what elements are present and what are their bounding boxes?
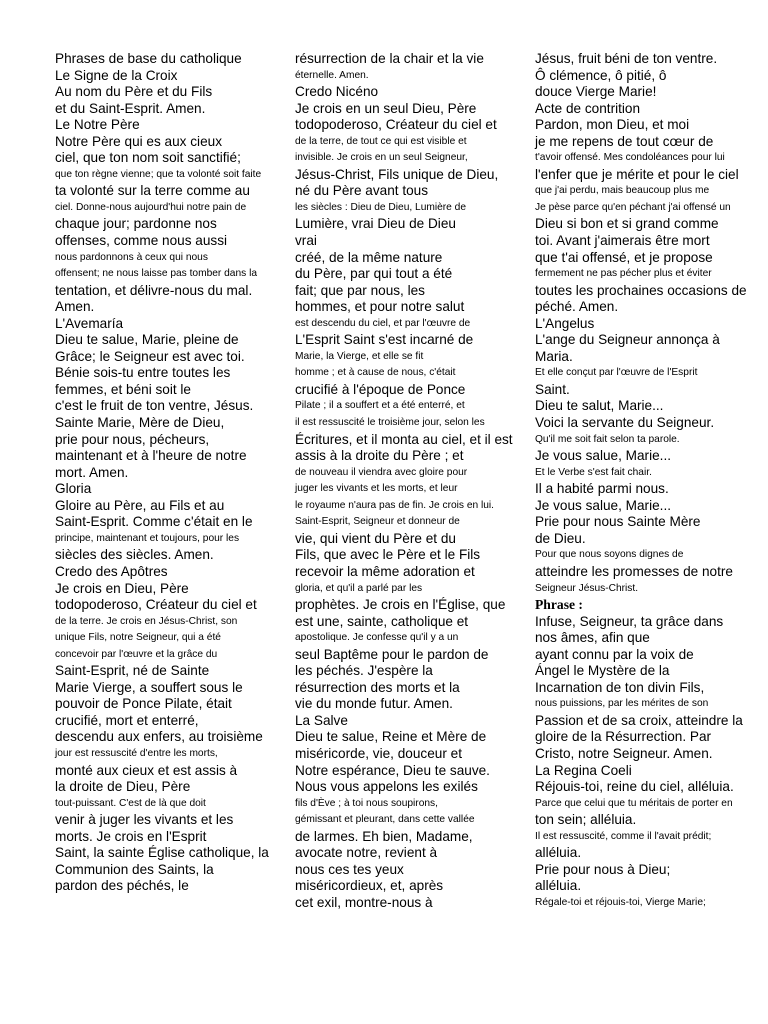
text-line: Jésus-Christ, Fils unique de Dieu,: [295, 166, 499, 182]
text-line: les siècles : Dieu de Dieu, Lumière de: [295, 201, 467, 213]
text-line: nos âmes, afin que: [535, 630, 650, 646]
text-line: Saint, la sainte Église catholique, la: [55, 845, 269, 861]
text-line: cet exil, montre-nous à: [295, 894, 433, 910]
text-line: péché. Amen.: [535, 299, 619, 315]
text-line: pardon des péchés, le: [55, 878, 189, 894]
text-line: il est ressuscité le troisième jour, selon les: [295, 417, 485, 429]
text-line: de Dieu.: [535, 530, 586, 546]
text-line: ton sein; alléluia.: [535, 812, 637, 828]
text-line: maintenant et à l'heure de notre: [55, 448, 247, 464]
text-line: juger les vivants et les morts, et leur: [295, 483, 458, 495]
text-line: c'est le fruit de ton ventre, Jésus.: [55, 398, 254, 414]
text-line: Prie pour nous à Dieu;: [535, 861, 671, 877]
text-line: Dieu si bon et si grand comme: [535, 216, 719, 232]
text-line: offenses, comme nous aussi: [55, 233, 228, 249]
text-line: Gloire au Père, au Fils et au: [55, 497, 225, 513]
text-line: Seigneur Jésus-Christ.: [535, 582, 639, 594]
text-line: nous ces tes yeux: [295, 861, 404, 877]
text-line: Amen.: [55, 299, 95, 315]
text-line: Fils, que avec le Père et le Fils: [295, 547, 481, 563]
text-line: L'Esprit Saint s'est incarné de: [295, 332, 474, 348]
text-line: prophètes. Je crois en l'Église, que: [295, 597, 506, 613]
text-line: principe, maintenant et toujours, pour les: [55, 532, 240, 544]
text-line: Réjouis-toi, reine du ciel, alléluia.: [535, 779, 734, 795]
text-line: ta volonté sur la terre comme au: [55, 183, 250, 199]
text-line: tentation, et délivre-nous du mal.: [55, 282, 253, 298]
text-line: L'ange du Seigneur annonça à: [535, 332, 720, 348]
text-line: Voici la servante du Seigneur.: [535, 415, 715, 431]
text-line: Au nom du Père et du Fils: [55, 84, 213, 100]
text-line: Ô clémence, ô pitié, ô: [535, 67, 667, 83]
text-line: né du Père avant tous: [295, 183, 429, 199]
text-line: L'Avemaría: [55, 315, 124, 331]
text-line: Acte de contrition: [535, 100, 641, 116]
text-line: Saint.: [535, 381, 570, 397]
text-line: toutes les prochaines occasions de: [535, 282, 747, 298]
text-line: todopoderoso, Créateur du ciel et: [295, 117, 497, 133]
text-line: chaque jour; pardonne nos: [55, 216, 217, 232]
text-line: t'avoir offensé. Mes condoléances pour lui: [535, 152, 725, 164]
text-line: hommes, et pour notre salut: [295, 299, 465, 315]
text-line: résurrection de la chair et la vie: [295, 51, 484, 66]
text-line: Qu'il me soit fait selon ta parole.: [535, 433, 680, 445]
text-line: ayant connu par la voix de: [535, 646, 694, 662]
text-line: Incarnation de ton divin Fils,: [535, 679, 705, 695]
text-line: Dieu te salue, Marie, pleine de: [55, 332, 239, 348]
text-line: L'Angelus: [535, 315, 595, 331]
text-line: Dieu te salut, Marie...: [535, 398, 664, 414]
text-line: est une, sainte, catholique et: [295, 613, 469, 629]
text-column-3: [535, 51, 760, 911]
text-line: Régale-toi et réjouis-toi, Vierge Marie;: [535, 896, 706, 908]
text-line: douce Vierge Marie!: [535, 84, 657, 100]
text-line: de la terre, de tout ce qui est visible et: [295, 135, 467, 147]
text-line: ciel. Donne-nous aujourd'hui notre pain de: [55, 201, 247, 213]
text-line: du Père, par qui tout a été: [295, 266, 453, 282]
text-line: est descendu du ciel, et par l'œuvre de: [295, 317, 471, 329]
text-line: Et le Verbe s'est fait chair.: [535, 466, 652, 478]
text-line: jour est ressuscité d'entre les morts,: [55, 747, 218, 759]
text-line: Nous vous appelons les exilés: [295, 779, 478, 795]
text-line: vie du monde futur. Amen.: [295, 696, 453, 712]
text-line: todopoderoso, Créateur du ciel et: [55, 597, 257, 613]
text-line: atteindre les promesses de notre: [535, 563, 733, 579]
text-line: unique Fils, notre Seigneur, qui a été: [55, 632, 221, 644]
text-line: homme ; et à cause de nous, c'était: [295, 367, 456, 379]
text-line: miséricorde, vie, douceur et: [295, 745, 462, 761]
text-line: Je crois en Dieu, Père: [55, 580, 189, 596]
text-line: femmes, et béni soit le: [55, 381, 191, 397]
text-line: vrai: [295, 233, 317, 249]
text-line: Il a habité parmi nous.: [535, 481, 669, 497]
text-line: mort. Amen.: [55, 464, 129, 480]
text-line: recevoir la même adoration et: [295, 563, 475, 579]
text-line: résurrection des morts et la: [295, 679, 460, 695]
text-line: Credo Nicéno: [295, 84, 379, 100]
text-line: ciel, que ton nom soit sanctifié;: [55, 150, 241, 166]
text-line: Pilate ; il a souffert et a été enterré, et: [295, 400, 465, 412]
text-line: Notre Père qui es aux cieux: [55, 133, 222, 149]
text-line: l'enfer que je mérite et pour le ciel: [535, 166, 739, 182]
text-line: Saint-Esprit, né de Sainte: [55, 663, 210, 679]
text-line: Communion des Saints, la: [55, 861, 214, 877]
text-line: Il est ressuscité, comme il l'avait prédit;: [535, 830, 712, 842]
text-line: que j'ai perdu, mais beaucoup plus me: [535, 185, 710, 197]
text-line: Marie, la Vierge, et elle se fit: [295, 350, 424, 362]
text-line: crucifié à l'époque de Ponce: [295, 381, 466, 397]
text-line: nous pardonnons à ceux qui nous: [55, 251, 208, 263]
text-line: concevoir par l'œuvre et la grâce du: [55, 648, 218, 660]
text-line: venir à juger les vivants et les: [55, 812, 234, 828]
text-line: Maria.: [535, 348, 573, 364]
text-line: descendu aux enfers, au troisième: [55, 729, 263, 745]
text-line: Sainte Marie, Mère de Dieu,: [55, 415, 225, 431]
text-line: Pardon, mon Dieu, et moi: [535, 117, 690, 133]
text-line: je me repens de tout cœur de: [535, 133, 714, 149]
text-line: assis à la droite du Père ; et: [295, 448, 464, 464]
text-line: Infuse, Seigneur, ta grâce dans: [535, 613, 724, 629]
text-line: Lumière, vrai Dieu de Dieu: [295, 216, 456, 232]
text-line: La Regina Coeli: [535, 762, 632, 778]
text-line: alléluia.: [535, 845, 582, 861]
text-line: Pour que nous soyons dignes de: [535, 549, 684, 561]
text-line: invisible. Je crois en un seul Seigneur,: [295, 152, 468, 164]
text-line: tout-puissant. C'est de là que doit: [55, 797, 206, 809]
text-line: crucifié, mort et enterré,: [55, 712, 199, 728]
text-line: de larmes. Eh bien, Madame,: [295, 828, 473, 844]
text-line: nous puissions, par les mérites de son: [535, 698, 709, 710]
text-line: Marie Vierge, a souffert sous le: [55, 679, 243, 695]
text-line: Jésus, fruit béni de ton ventre.: [535, 51, 718, 66]
text-line: morts. Je crois en l'Esprit: [55, 828, 207, 844]
text-line: Je pèse parce qu'en péchant j'ai offensé un: [535, 201, 731, 213]
text-line: miséricordieux, et, après: [295, 878, 444, 894]
text-line: que ton règne vienne; que ta volonté soit faite: [55, 168, 262, 180]
text-line: les péchés. J'espère la: [295, 663, 433, 679]
text-line: monté aux cieux et est assis à: [55, 762, 238, 778]
text-line: Credo des Apôtres: [55, 563, 168, 579]
text-line: prie pour nous, pécheurs,: [55, 431, 210, 447]
text-line: de nouveau il viendra avec gloire pour: [295, 466, 468, 478]
text-line: Bénie sois-tu entre toutes les: [55, 365, 231, 381]
text-line: Gloria: [55, 481, 92, 497]
text-line: gloria, et qu'il a parlé par les: [295, 582, 423, 594]
text-column-1: [55, 51, 291, 895]
text-line: La Salve: [295, 712, 348, 728]
text-line: apostolique. Je confesse qu'il y a un: [295, 632, 459, 644]
text-line: de la terre. Je crois en Jésus-Christ, son: [55, 615, 238, 627]
text-line: Saint-Esprit. Comme c'était en le: [55, 514, 253, 530]
text-line: Le Notre Père: [55, 117, 140, 133]
section-heading: Phrase :: [535, 597, 583, 613]
text-line: la droite de Dieu, Père: [55, 779, 191, 795]
text-line: Je vous salue, Marie...: [535, 448, 671, 464]
text-column-2: [295, 51, 533, 911]
text-line: éternelle. Amen.: [295, 69, 369, 81]
text-line: Parce que celui que tu méritais de porter en: [535, 797, 733, 809]
text-line: Cristo, notre Seigneur. Amen.: [535, 745, 713, 761]
text-line: Passion et de sa croix, atteindre la: [535, 712, 743, 728]
text-line: créé, de la même nature: [295, 249, 443, 265]
text-line: Prie pour nous Sainte Mère: [535, 514, 701, 530]
text-line: fermement ne pas pécher plus et éviter: [535, 268, 712, 280]
text-line: Je crois en un seul Dieu, Père: [295, 100, 477, 116]
text-line: vie, qui vient du Père et du: [295, 530, 456, 546]
text-line: le royaume n'aura pas de fin. Je crois en lui.: [295, 499, 495, 511]
text-line: Notre espérance, Dieu te sauve.: [295, 762, 490, 778]
text-line: Dieu te salue, Reine et Mère de: [295, 729, 487, 745]
text-line: alléluia.: [535, 878, 582, 894]
text-line: seul Baptême pour le pardon de: [295, 646, 489, 662]
text-line: Saint-Esprit, Seigneur et donneur de: [295, 516, 460, 528]
text-line: Ángel le Mystère de la: [535, 663, 670, 679]
text-line: fils d'Ève ; à toi nous soupirons,: [295, 797, 438, 809]
text-line: pouvoir de Ponce Pilate, était: [55, 696, 232, 712]
text-line: Écritures, et il monta au ciel, et il est: [295, 431, 513, 447]
text-line: siècles des siècles. Amen.: [55, 547, 214, 563]
text-line: gloire de la Résurrection. Par: [535, 729, 712, 745]
text-line: fait; que par nous, les: [295, 282, 425, 298]
text-line: offensent; ne nous laisse pas tomber dans la: [55, 268, 257, 280]
text-line: avocate notre, revient à: [295, 845, 438, 861]
text-line: et du Saint-Esprit. Amen.: [55, 100, 206, 116]
text-line: toi. Avant j'aimerais être mort: [535, 233, 710, 249]
text-line: Et elle conçut par l'œuvre de l'Esprit: [535, 367, 698, 379]
text-line: gémissant et pleurant, dans cette vallée: [295, 814, 475, 826]
text-line: Je vous salue, Marie...: [535, 497, 671, 513]
text-line: Grâce; le Seigneur est avec toi.: [55, 348, 245, 364]
text-line: Phrases de base du catholique: [55, 51, 242, 66]
text-line: que t'ai offensé, et je propose: [535, 249, 713, 265]
text-line: Le Signe de la Croix: [55, 67, 178, 83]
